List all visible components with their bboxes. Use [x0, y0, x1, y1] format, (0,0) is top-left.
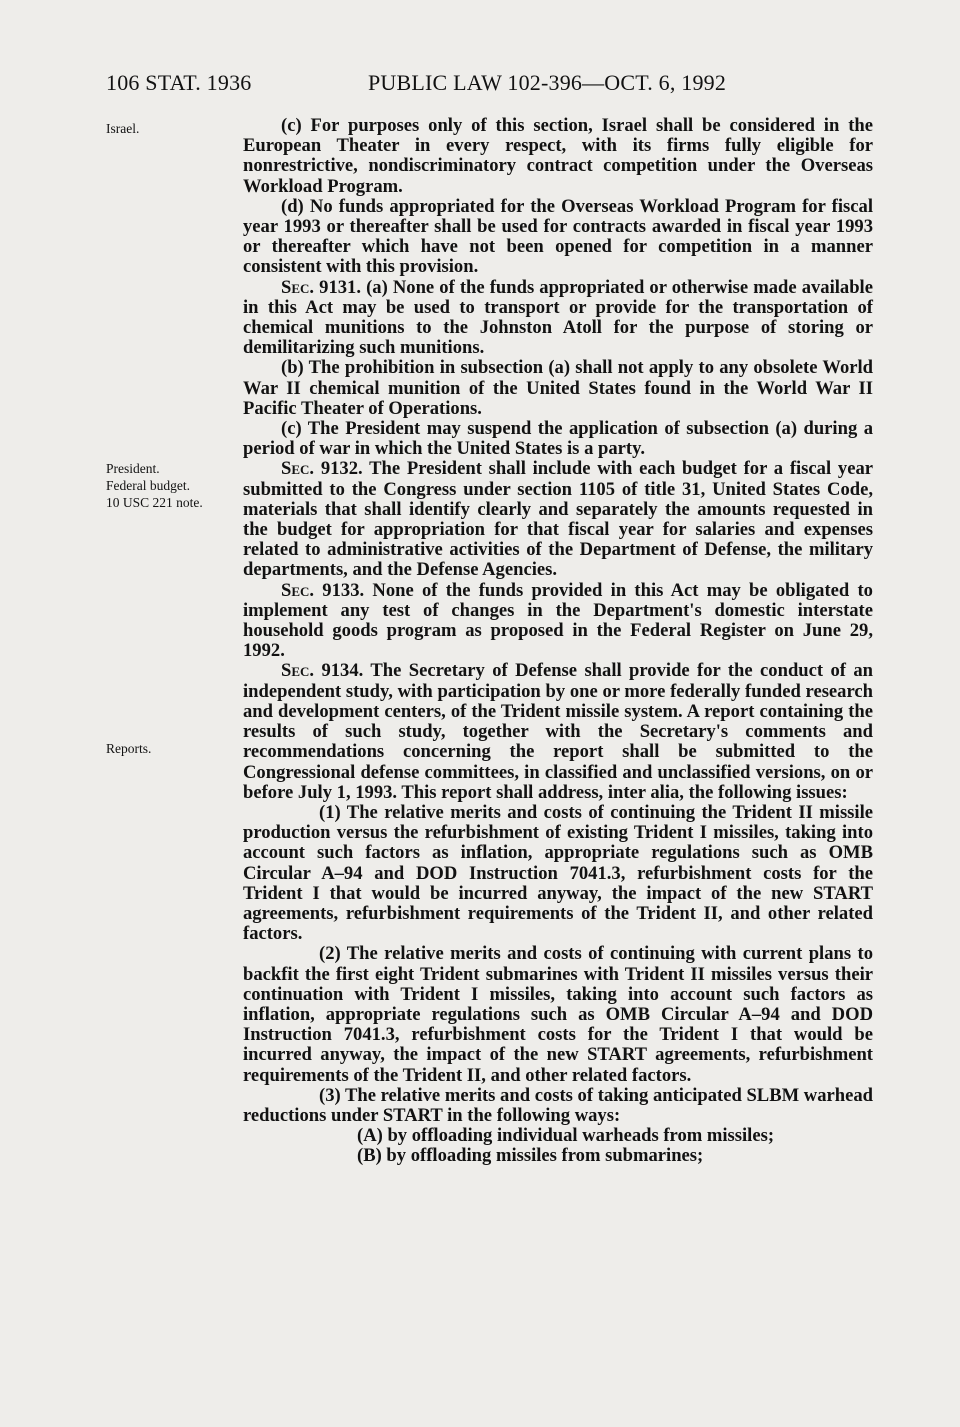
margin-note-federal-budget: Federal budget. [106, 478, 190, 493]
section-label: Sec. 9134. [281, 660, 364, 682]
margin-note-israel: Israel. [106, 121, 140, 136]
paragraph-9131-b: (b) The prohibition in subsection (a) shall not apply to any obsolete World War II chemical munition of the United States found in the World War II Pacific Theater of Operations. [243, 357, 873, 419]
margin-note-usc: 10 USC 221 note. [106, 495, 203, 510]
paragraph-sec-9132 [243, 459, 873, 580]
section-text: (a) None of the funds appropriated or otherwise made available in this Act may be used to transport or provide for the transportation of chemical munitions to the Johnston Atoll for the purpose of storing or demilitarizing such munitions. [243, 276, 873, 359]
paragraph-sec-9134 [243, 661, 873, 802]
paragraph-9131-c: (c) The President may suspend the application of subsection (a) during a period of war in which the United States is a party. [243, 418, 873, 460]
stat-page-number: 106 STAT. 1936 [106, 70, 252, 95]
body-text [243, 116, 873, 1167]
section-label: Sec. 9133. [281, 579, 365, 601]
section-text: The Secretary of Defense shall provide for the conduct of an independent study, with participation by one or more federally funded research and development centers, of the Trident missile system. A report containing the results of such study, together with the Secretary's comments and recommendations concerning the report shall be submitted to the Congressional defense committees, in classified and unclassified versions, on or before July 1, 1993. This report shall address, inter alia, the following issues: [243, 660, 873, 803]
paragraph-sec-9131 [243, 278, 873, 359]
issue-3-b: (B) by offloading missiles from submarines; [357, 1145, 704, 1167]
paragraph-israel-c: (c) For purposes only of this section, Israel shall be considered in the European Theater in every respect, with its firms fully eligible for nonrestrictive, nondiscriminatory contract competition under the Overseas Workload Program. [243, 115, 873, 197]
section-label: Sec. 9132. [281, 458, 363, 480]
issue-3-a: (A) by offloading individual warheads from missiles; [357, 1125, 775, 1147]
issue-3: (3) The relative merits and costs of taking anticipated SLBM warhead reductions under START in the following ways: [243, 1084, 874, 1126]
issue-2: (2) The relative merits and costs of continuing with current plans to backfit the first eight Trident submarines with Trident II missiles versus their continuation with Trident I missiles, taking into account such factors as inflation, appropriate regulations such as OMB Circular A–94 and DOD Instruction 7041.3, refurbishment costs for the Trident I that would be incurred anyway, the impact of the new START agreements, refurbishment requirements of the Trident II, and other related factors. [243, 943, 873, 1086]
paragraph-sec-9133 [243, 581, 873, 662]
section-label: Sec. 9131. [281, 276, 361, 298]
issue-1-text: (1) The relative merits and costs of continuing the Trident II missile production versus the refurbishment of existing Trident I missiles, taking into account such factors as inflation, appropriate regulations such as OMB Circular A–94 and DOD Instruction 7041.3, refurbishment costs for the Trident I that would be incurred anyway, the impact of the new START agreements, refurbishment requirements of the Trident II, and other related factors. [243, 801, 873, 945]
margin-note-reports: Reports. [106, 741, 152, 756]
section-text: The President shall include with each budget for a fiscal year submitted to the Congress under section 1105 of title 31, United States Code, materials that shall identify clearly and separately the amounts requested in the budget for appropriation for that fiscal year for salaries and expenses related to administrative activities of the Department of Defense, the military departments, and the Defense Agencies. [243, 458, 873, 581]
public-law-title: PUBLIC LAW 102-396—OCT. 6, 1992 [368, 70, 727, 95]
issue-1 [243, 803, 873, 944]
paragraph-overseas-d: (d) No funds appropriated for the Overseas Workload Program for fiscal year 1993 or thereafter shall be used for contracts awarded in fiscal year 1993 or thereafter which have not been opened for competition in a manner consistent with this provision. [243, 195, 873, 278]
section-text: None of the funds provided in this Act may be obligated to implement any test of changes in the Department's domestic interstate household goods program as proposed in the Federal Register on June 29, 1992. [243, 579, 873, 662]
margin-note-president: President. [106, 461, 160, 476]
